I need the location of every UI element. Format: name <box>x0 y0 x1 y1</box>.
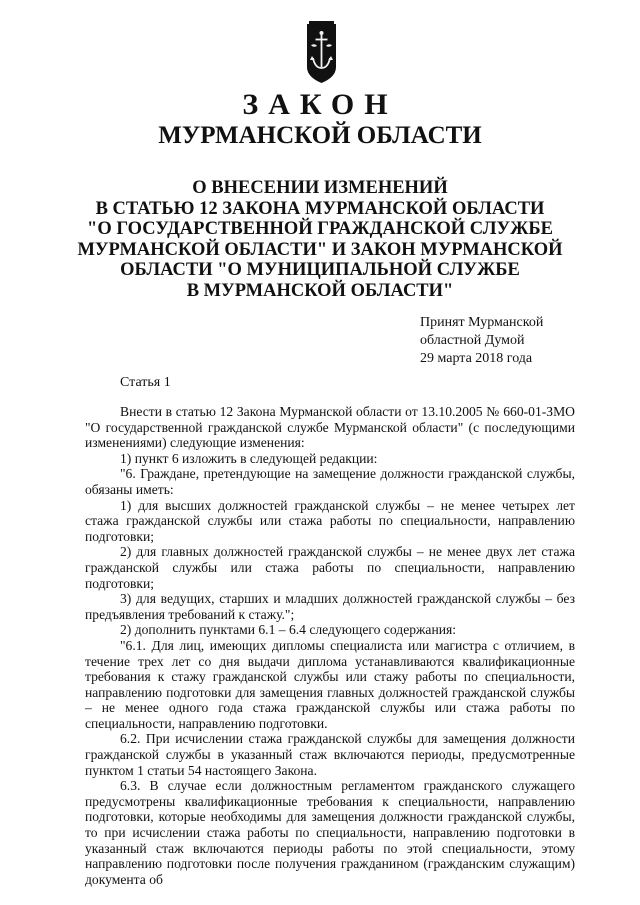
subject-line: МУРМАНСКОЙ ОБЛАСТИ" И ЗАКОН МУРМАНСКОЙ <box>77 239 563 260</box>
paragraph: 6.2. При исчислении стажа гражданской службы для замещения должности гражданской службы в указанный стаж включаются периоды, предусмотренные пунктом 1 статьи 54 настоящего Закона. <box>85 731 575 778</box>
law-subject <box>70 178 570 301</box>
article-body <box>85 404 575 887</box>
subject-line: В МУРМАНСКОЙ ОБЛАСТИ" <box>186 280 454 301</box>
paragraph: 2) для главных должностей гражданской службы – не менее двух лет стажа гражданской службы или стажа работы по специальности, направлению подготовки; <box>85 544 575 591</box>
article-heading: Статья 1 <box>120 375 171 390</box>
adoption-date: 29 марта 2018 года <box>420 351 533 366</box>
law-title: ЗАКОН <box>242 88 398 121</box>
paragraph: 2) дополнить пунктами 6.1 – 6.4 следующего содержания: <box>120 622 457 638</box>
region-title: МУРМАНСКОЙ ОБЛАСТИ <box>158 122 482 149</box>
adoption-line: Принят Мурманской <box>420 315 544 330</box>
paragraph: "6. Граждане, претендующие на замещение должности гражданской службы, обязаны иметь: <box>85 466 575 497</box>
subject-line: О ВНЕСЕНИИ ИЗМЕНЕНИЙ <box>192 178 448 198</box>
paragraph: 6.3. В случае если должностным регламентом гражданского служащего предусмотрены квалификационные требования к специальности, направлению подготовки, которые необходимы для замещения должности гражданской службы, то при исчислении стажа работы по специальности, направлению подготовки в указанный стаж включаются периоды работы по этой специальности, этому направлению подготовки после получения гражданином (гражданским служащим) документа об <box>85 778 575 887</box>
subject-line: "О ГОСУДАРСТВЕННОЙ ГРАЖДАНСКОЙ СЛУЖБЕ <box>87 219 553 239</box>
paragraph: 1) пункт 6 изложить в следующей редакции: <box>120 450 378 466</box>
paragraph: 3) для ведущих, старших и младших должностей гражданской службы – без предъявления требований к стажу."; <box>85 591 575 622</box>
coat-of-arms-icon <box>303 21 340 85</box>
subject-line: В СТАТЬЮ 12 ЗАКОНА МУРМАНСКОЙ ОБЛАСТИ <box>95 198 545 219</box>
paragraph: Внести в статью 12 Закона Мурманской области от 13.10.2005 № 660-01-ЗМО "О государственной гражданской службе Мурманской области" (с последующими изменениями) следующие изменения: <box>85 404 575 451</box>
paragraph: 1) для высших должностей гражданской службы – не менее четырех лет стажа гражданской службы или стажа работы по специальности, направлению подготовки; <box>85 497 575 544</box>
subject-line: ОБЛАСТИ "О МУНИЦИПАЛЬНОЙ СЛУЖБЕ <box>120 260 520 280</box>
adoption-note <box>420 314 543 368</box>
crown <box>309 21 334 24</box>
paragraph: "6.1. Для лиц, имеющих дипломы специалиста или магистра с отличием, в течение трех лет со дня выдачи диплома устанавливаются квалификационные требования к стажу гражданской службы или стажу работы по специальности, направлению подготовки для замещения главных должностей гражданской службы – не менее одного года стажа гражданской службы или стажа работы по специальности, направлению подготовки. <box>85 637 575 731</box>
adoption-line: областной Думой <box>420 333 525 348</box>
